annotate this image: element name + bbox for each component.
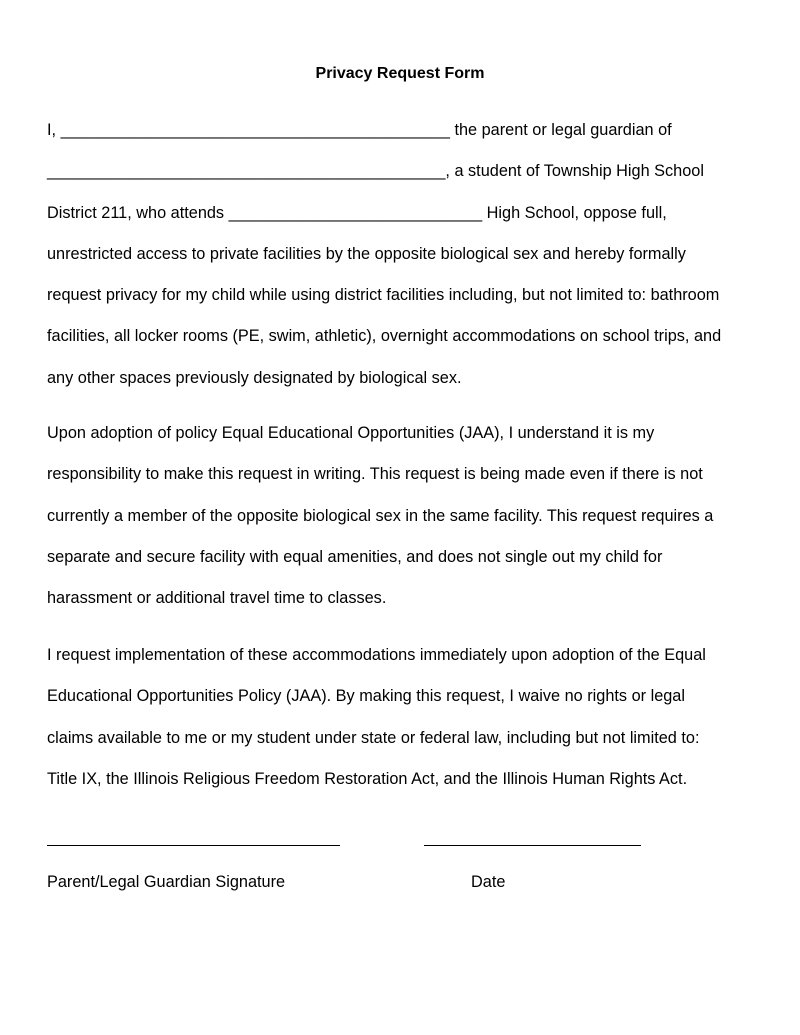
text-line: responsibility to make this request in writing. This request is being made even if there is not xyxy=(47,465,703,484)
text-line: facilities, all locker rooms (PE, swim, athletic), overnight accommodations on school trips, and xyxy=(47,327,722,346)
form-title: Privacy Request Form xyxy=(315,65,485,82)
text-line: harassment or additional travel time to classes. xyxy=(47,589,387,608)
text-line: Upon adoption of policy Equal Educational Opportunities (JAA), I understand it is my xyxy=(47,424,655,442)
paragraph-implementation xyxy=(47,635,767,800)
text-line: separate and secure facility with equal amenities, and does not single out my child for xyxy=(47,547,663,566)
text-line: I request implementation of these accommodations immediately upon adoption of the Equal xyxy=(47,646,706,664)
text-line: any other spaces previously designated by biological sex. xyxy=(47,368,462,387)
text-line: ____________________________________________, a student of Township High School xyxy=(47,162,704,181)
signature-line xyxy=(47,845,340,846)
text-line: District 211, who attends ____________________________ High School, oppose full, xyxy=(47,203,667,222)
paragraph-declaration xyxy=(47,110,767,399)
date-line xyxy=(424,845,641,846)
text-line: currently a member of the opposite biological sex in the same facility. This request requires a xyxy=(47,506,714,525)
text-line: Educational Opportunities Policy (JAA). By making this request, I waive no rights or legal xyxy=(47,687,685,706)
text-line: claims available to me or my student under state or federal law, including but not limited to: xyxy=(47,728,700,747)
paragraph-policy xyxy=(47,413,767,619)
text-line: unrestricted access to private facilities by the opposite biological sex and hereby formally xyxy=(47,244,686,263)
text-line: Title IX, the Illinois Religious Freedom Restoration Act, and the Illinois Human Rights Act. xyxy=(47,769,688,788)
text-line: request privacy for my child while using district facilities including, but not limited to: bathroom xyxy=(47,286,720,305)
date-label: Date xyxy=(471,873,506,891)
text-line: I, ___________________________________________ the parent or legal guardian of xyxy=(47,121,672,139)
signature-label: Parent/Legal Guardian Signature xyxy=(47,873,286,891)
